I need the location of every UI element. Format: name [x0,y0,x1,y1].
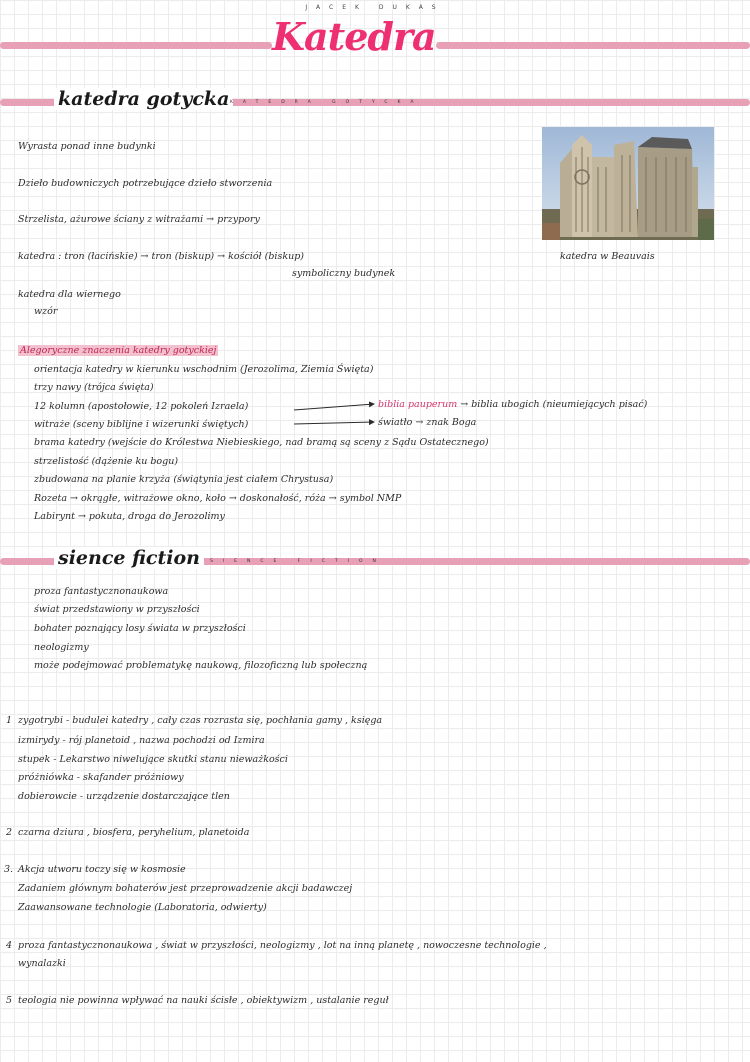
answer-number: 5 [6,995,13,1006]
answer-line: zygotrybi - budulei katedry , cały czas rozrasta się, pochłania gamy , księga [18,715,383,726]
title-bar-left [0,42,272,49]
answer-line: izmirydy - rój planetoid , nazwa pochodzi od Izmira [18,735,265,746]
section1-heading: katedra gotycka [54,88,233,110]
note-line: wzór [34,306,58,317]
answer-line: Zaawansowane technologie (Laboratoria, odwierty) [18,902,267,913]
section2-subheading: SIENCE FICTION [210,559,386,564]
note-line: katedra dla wiernego [18,289,121,300]
allegory-item: brama katedry (wejście do Królestwa Niebieskiego, nad bramą są sceny z Sądu Ostatecznego) [34,437,489,448]
answer-number: 3. [4,864,14,875]
answer-number: 2 [6,827,13,838]
allegory-item: trzy nawy (trójca święta) [34,382,154,393]
sf-item: bohater poznający losy świata w przyszłości [34,623,246,634]
page-title: Katedra [272,14,436,59]
section2-heading: sience fiction [54,547,204,569]
answer-line: teologia nie powinna wpływać na nauki ścisłe , obiektywizm , ustalanie reguł [18,995,389,1006]
biblia-pauperum-rest: → biblia ubogich (nieumiejących pisać) [457,399,648,410]
title-bar-right [436,42,750,49]
sf-item: może podejmować problematykę naukową, filozoficzną lub społeczną [34,660,368,671]
allegory-item: witraże (sceny biblijne i wizerunki świętych) [34,419,249,430]
note-line: Strzelista, ażurowe ściany z witrażami → przypory [18,214,260,225]
answer-line: stupek - Lekarstwo niwelujące skutki stanu nieważkości [18,754,288,765]
allegory-item: orientacja katedry w kierunku wschodnim (Jerozolima, Ziemia Święta) [34,364,374,375]
answer-line: proza fantastycznonaukowa , świat w przyszłości, neologizmy , lot na inną planetę , nowoczesne technologie , [18,940,547,951]
sf-item: proza fantastycznonaukowa [34,586,169,597]
allegory-item: Rozeta → okrągłe, witrażowe okno, koło → doskonałość, róża → symbol NMP [34,493,402,504]
biblia-pauperum-note [378,399,647,410]
photo-caption: katedra w Beauvais [560,251,655,262]
note-line: katedra : tron (łacińskie) → tron (biskup) → kościół (biskup) [18,251,305,262]
note-line: symboliczny budynek [292,268,396,279]
arrows [290,398,380,428]
allegory-heading: Alegoryczne znaczenia katedry gotyckiej [20,345,217,356]
answer-number: 1 [6,715,13,726]
allegory-item: 12 kolumn (apostołowie, 12 pokoleń Izraela) [34,401,249,412]
answer-line: Akcja utworu toczy się w kosmosie [18,864,186,875]
answer-number: 4 [6,940,13,951]
note-line: Wyrasta ponad inne budynki [18,141,156,152]
biblia-pauperum-label: biblia pauperum [378,399,458,410]
allegory-item: strzelistość (dążenie ku bogu) [34,456,179,467]
sf-item: świat przedstawiony w przyszłości [34,604,200,615]
note-line: Dzieło budowniczych potrzebujące dzieło stworzenia [18,178,273,189]
swiatlo-note: światło → znak Boga [378,417,477,428]
answer-line: próżniówka - skafander próżniowy [18,772,184,783]
section1-subheading: KATEDRA GOTYCKA [230,100,424,105]
author-name: JACEK DUKAS [305,4,445,11]
answer-line: wynalazki [18,958,66,969]
answer-line: czarna dziura , biosfera, peryhelium, planetoida [18,827,250,838]
answer-line: dobierowcie - urządzenie dostarczające tlen [18,791,230,802]
cathedral-photo [542,127,714,240]
answer-line: Zadaniem głównym bohaterów jest przeprowadzenie akcji badawczej [18,883,353,894]
allegory-item: Labirynt → pokuta, droga do Jerozolimy [34,511,225,522]
sf-item: neologizmy [34,642,89,653]
allegory-item: zbudowana na planie krzyża (świątynia jest ciałem Chrystusa) [34,474,334,485]
